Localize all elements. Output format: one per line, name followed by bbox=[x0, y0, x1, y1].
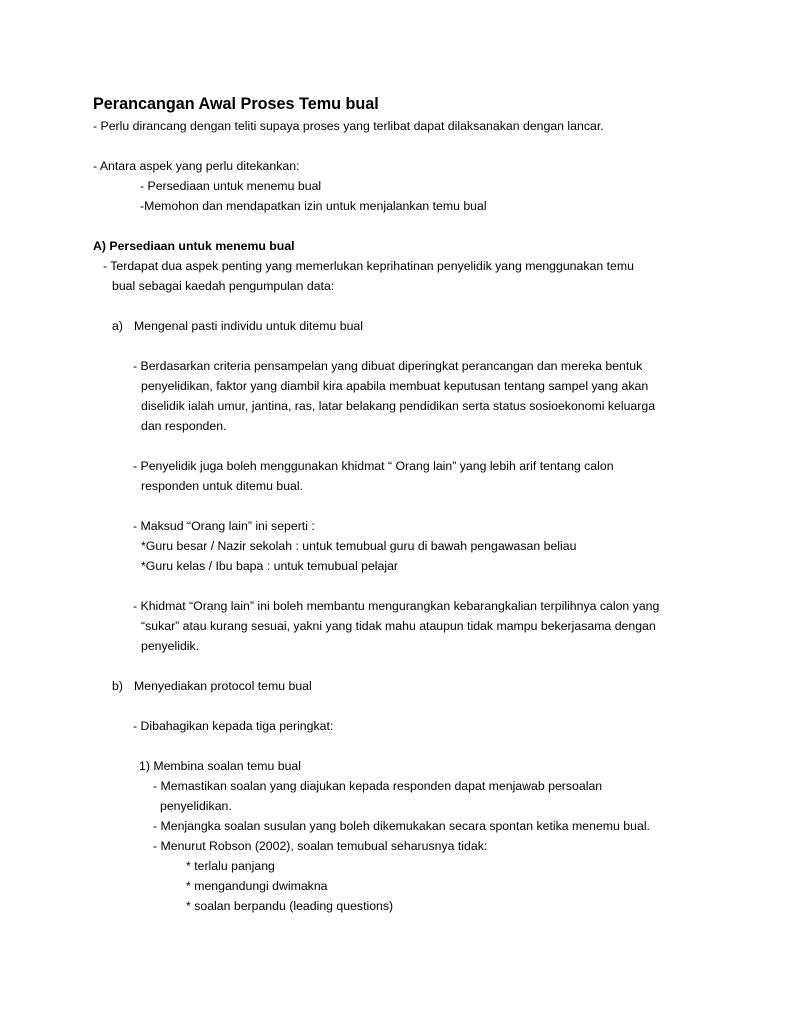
aspect-item: -Memohon dan mendapatkan izin untuk menjalankan temu bual bbox=[140, 199, 487, 213]
page-title: Perancangan Awal Proses Temu bual bbox=[93, 95, 379, 113]
intro-text: - Perlu dirancang dengan teliti supaya proses yang terlibat dapat dilaksanakan dengan lancar. bbox=[93, 119, 604, 133]
step1-point: - Menurut Robson (2002), soalan temubual seharusnya tidak: bbox=[153, 839, 488, 853]
step1-point: - Memastikan soalan yang diajukan kepada responden dapat menjawab persoalan bbox=[153, 779, 603, 793]
sub-a-label: a) bbox=[112, 319, 123, 333]
sub-a-para4-line: penyelidik. bbox=[141, 639, 200, 653]
sub-a-para4-line: “sukar” atau kurang sesuai, yakni yang tidak mahu ataupun tidak mampu bekerjasama dengan bbox=[141, 619, 656, 633]
sub-a-para1-line: penyelidikan, faktor yang diambil kira apabila membuat keputusan tentang sampel yang akan bbox=[141, 379, 649, 393]
aspect-item: - Persediaan untuk menemu bual bbox=[140, 179, 322, 193]
sub-a-title: Mengenal pasti individu untuk ditemu bual bbox=[134, 319, 364, 333]
aspects-heading: - Antara aspek yang perlu ditekankan: bbox=[93, 159, 300, 173]
sub-a-para1-line: dan responden. bbox=[141, 419, 227, 433]
sub-a-para2-line: responden untuk ditemu bual. bbox=[141, 479, 304, 493]
sub-a-para1-line: diselidik ialah umur, jantina, ras, latar belakang pendidikan serta status sosioekonomi keluarga bbox=[141, 399, 656, 413]
sub-a-para4-line: - Khidmat “Orang lain” ini boleh membantu mengurangkan kebarangkalian terpilihnya calon yang bbox=[133, 599, 660, 613]
sub-a-para3-line: - Maksud “Orang lain” ini seperti : bbox=[133, 519, 315, 533]
step1-bullet: * terlalu panjang bbox=[186, 859, 275, 873]
sub-b-para1: - Dibahagikan kepada tiga peringkat: bbox=[133, 719, 334, 733]
section-a-heading: A) Persediaan untuk menemu bual bbox=[93, 239, 295, 253]
sub-a-para1-line: - Berdasarkan criteria pensampelan yang dibuat diperingkat perancangan dan mereka bentuk bbox=[133, 359, 643, 373]
step1-point: penyelidikan. bbox=[160, 799, 232, 813]
sub-b-label: b) bbox=[112, 679, 123, 693]
step1-point: - Menjangka soalan susulan yang boleh dikemukakan secara spontan ketika menemu bual. bbox=[153, 819, 650, 833]
step1-title: 1) Membina soalan temu bual bbox=[139, 759, 301, 773]
sub-b-title: Menyediakan protocol temu bual bbox=[134, 679, 312, 693]
step1-bullet: * soalan berpandu (leading questions) bbox=[186, 899, 394, 913]
sub-a-para3-line: *Guru kelas / Ibu bapa : untuk temubual pelajar bbox=[141, 559, 399, 573]
section-a-intro-line: bual sebagai kaedah pengumpulan data: bbox=[112, 279, 335, 293]
sub-a-para2-line: - Penyelidik juga boleh menggunakan khidmat “ Orang lain” yang lebih arif tentang calon bbox=[133, 459, 614, 473]
section-a-intro-line: - Terdapat dua aspek penting yang memerlukan keprihatinan penyelidik yang menggunakan temu bbox=[103, 259, 634, 273]
step1-bullet: * mengandungi dwimakna bbox=[186, 879, 328, 893]
sub-a-para3-line: *Guru besar / Nazir sekolah : untuk temubual guru di bawah pengawasan beliau bbox=[141, 539, 577, 553]
